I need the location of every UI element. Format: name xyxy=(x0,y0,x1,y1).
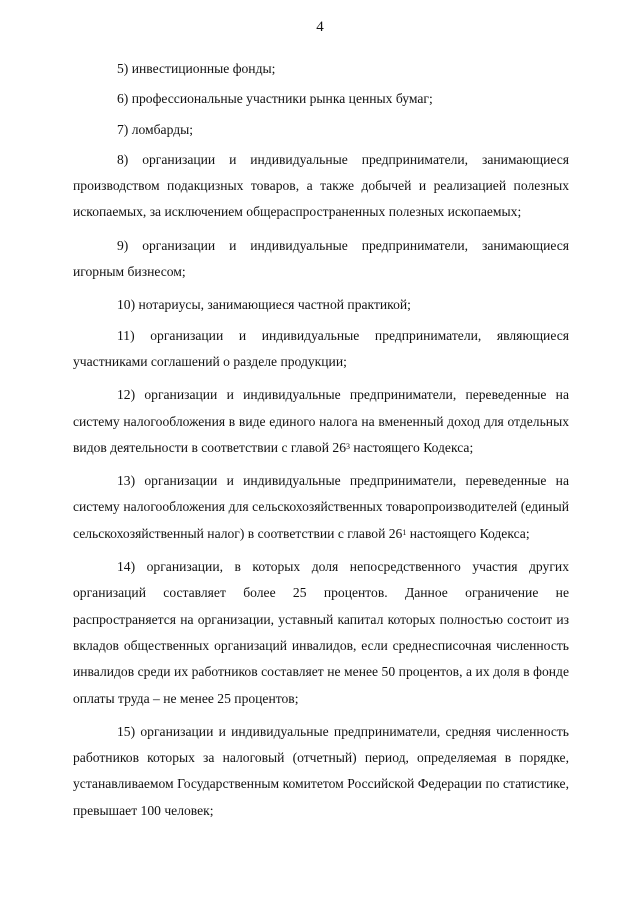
list-item-13-tail: настоящего Кодекса; xyxy=(406,525,530,541)
list-item-9: 9) организации и индивидуальные предприниматели, занимающиеся игорным бизнесом; xyxy=(73,237,569,280)
list-item-14: 14) организации, в которых доля непосредственного участия других организаций составляет более 25 процентов. Данное ограничение не распространяется на организации, уставный капитал которых полностью состоит из вкладов общественных организаций инвалидов, если среднесписочная численность инвалидов среди их работников составляет не менее 50 процентов, а их доля в фонде оплаты труда – не менее 25 процентов; xyxy=(73,559,569,706)
list-item-11: 11) организации и индивидуальные предприниматели, являющиеся участниками соглашений о разделе продукции; xyxy=(73,327,569,369)
list-item-12 xyxy=(73,382,569,461)
list-item-10: 10) нотариусы, занимающиеся частной практикой; xyxy=(117,297,411,313)
list-item-5: 5) инвестиционные фонды; xyxy=(117,61,276,76)
list-item-15: 15) организации и индивидуальные предприниматели, средняя численность работников которых за налоговый (отчетный) период, определяемая в порядке, устанавливаемом Государственным комитетом Российской Федерации по статистике, превышает 100 человек; xyxy=(73,723,569,818)
document-body xyxy=(73,56,569,831)
chapter-superscript: 1 xyxy=(402,527,407,537)
list-item-6: 6) профессиональные участники рынка ценных бумаг; xyxy=(117,91,433,107)
list-item-12-tail: настоящего Кодекса; xyxy=(350,439,474,455)
list-item-12-text: 12) организации и индивидуальные предприниматели, переведенные на систему налогообложения в виде единого налога на вмененный доход для отдельных видов деятельности в соответствии с главой 26 xyxy=(73,387,569,455)
list-item-8: 8) организации и индивидуальные предприниматели, занимающиеся производством подакцизных товаров, а также добычей и реализацией полезных ископаемых, за исключением общераспространенных полезных ископаемых; xyxy=(73,151,569,220)
chapter-superscript: 3 xyxy=(346,441,350,451)
list-item-13 xyxy=(73,468,569,547)
page-number: 4 xyxy=(316,19,324,35)
list-item-7: 7) ломбарды; xyxy=(117,121,194,137)
list-item-13-text: 13) организации и индивидуальные предприниматели, переведенные на систему налогообложения для сельскохозяйственных товаропроизводителей (единый сельскохозяйственный налог) в соответствии с главой 26 xyxy=(73,473,569,541)
